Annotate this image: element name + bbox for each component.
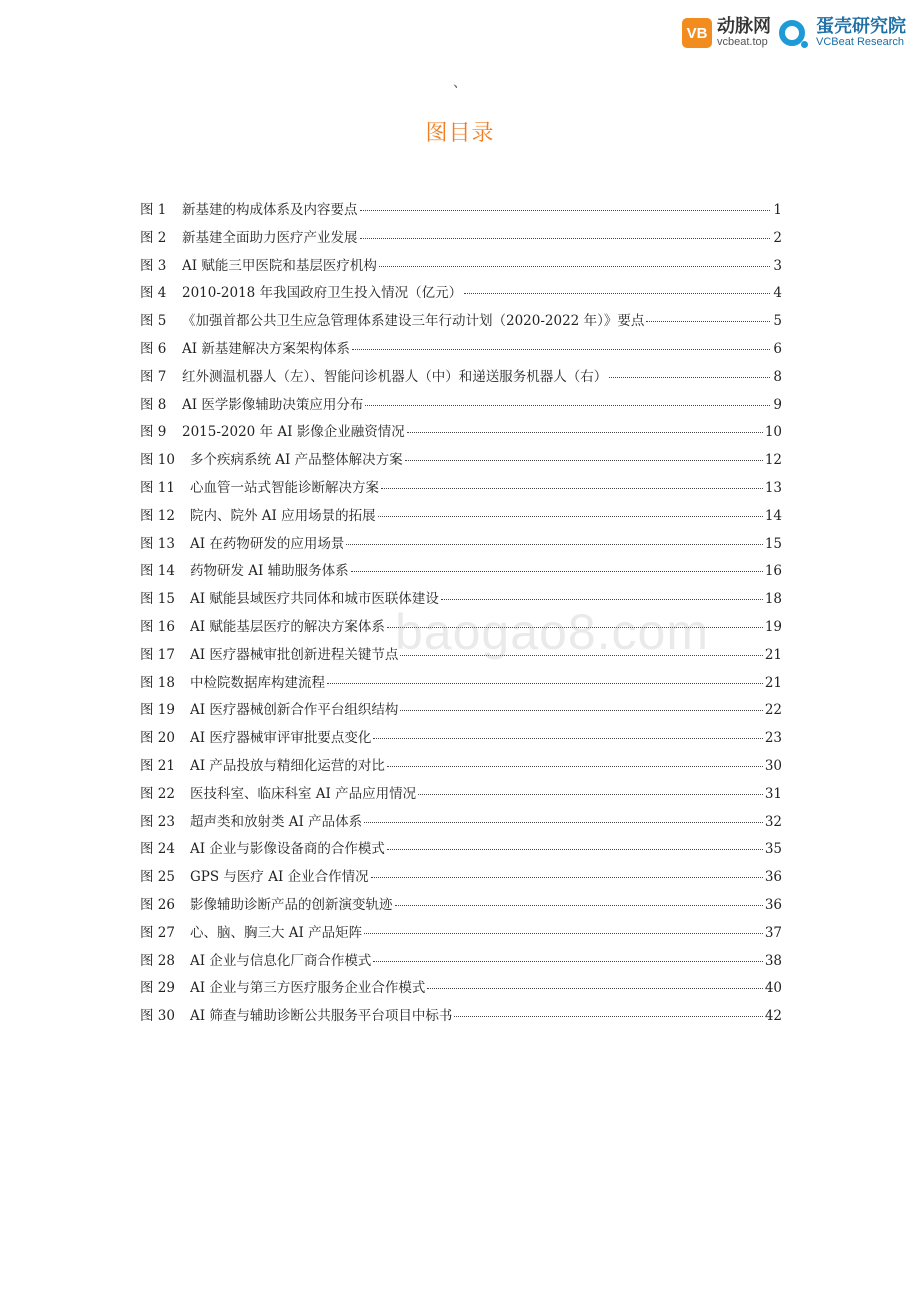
toc-dot-leader <box>387 766 763 767</box>
toc-entry-page: 4 <box>773 285 782 302</box>
toc-entry[interactable] <box>140 476 782 504</box>
vcbeat-research-logo <box>779 18 906 48</box>
vcbeat-logo-icon: VB <box>682 18 712 48</box>
toc-entry[interactable] <box>140 309 782 337</box>
toc-entry-page: 6 <box>773 340 782 357</box>
toc-entry-number: 图 21 <box>140 757 175 774</box>
toc-entry[interactable] <box>140 949 782 977</box>
toc-entry[interactable] <box>140 448 782 476</box>
toc-entry-title: AI 筛查与辅助诊断公共服务平台项目中标书 <box>190 1008 453 1025</box>
toc-dot-leader <box>346 544 762 545</box>
toc-entry-number: 图 10 <box>140 452 175 469</box>
toc-entry[interactable] <box>140 393 782 421</box>
toc-entry-number: 图 28 <box>140 952 175 969</box>
toc-entry-title: AI 赋能三甲医院和基层医疗机构 <box>182 257 377 274</box>
toc-entry[interactable] <box>140 254 782 282</box>
toc-entry[interactable] <box>140 365 782 393</box>
toc-entry-page: 16 <box>764 563 782 580</box>
table-of-figures <box>140 198 782 1032</box>
toc-dot-leader <box>464 293 770 294</box>
toc-dot-leader <box>646 321 770 322</box>
stray-mark: 、 <box>453 75 467 91</box>
toc-entry-title: 心、脑、胸三大 AI 产品矩阵 <box>190 924 363 941</box>
toc-entry-page: 30 <box>764 757 782 774</box>
toc-dot-leader <box>400 710 762 711</box>
toc-dot-leader <box>454 1016 762 1017</box>
toc-entry-page: 21 <box>764 674 782 691</box>
toc-entry-page: 42 <box>764 1008 782 1025</box>
toc-entry[interactable] <box>140 754 782 782</box>
toc-entry-title: 2010-2018 年我国政府卫生投入情况（亿元） <box>182 285 463 302</box>
header-logos <box>682 18 906 48</box>
toc-dot-leader <box>360 210 771 211</box>
toc-entry-page: 14 <box>764 507 782 524</box>
toc-entry-number: 图 23 <box>140 813 175 830</box>
toc-entry-page: 19 <box>764 618 782 635</box>
toc-entry[interactable] <box>140 698 782 726</box>
toc-entry-title: 医技科室、临床科室 AI 产品应用情况 <box>190 785 417 802</box>
toc-entry-page: 36 <box>764 896 782 913</box>
toc-dot-leader <box>381 488 763 489</box>
toc-entry[interactable] <box>140 865 782 893</box>
toc-entry-page: 21 <box>764 646 782 663</box>
toc-entry[interactable] <box>140 810 782 838</box>
toc-dot-leader <box>373 738 762 739</box>
toc-entry-page: 38 <box>764 952 782 969</box>
toc-entry-number: 图 7 <box>140 368 167 385</box>
toc-entry-page: 5 <box>773 313 782 330</box>
toc-entry-page: 3 <box>773 257 782 274</box>
toc-entry[interactable] <box>140 226 782 254</box>
toc-entry[interactable] <box>140 782 782 810</box>
vcbeat-research-name-en: VCBeat Research <box>816 35 905 48</box>
toc-entry-title: 红外测温机器人（左）、智能问诊机器人（中）和递送服务机器人（右） <box>182 368 608 385</box>
toc-entry[interactable] <box>140 615 782 643</box>
vcbeat-research-name-cn: 蛋壳研究院 <box>816 16 906 37</box>
toc-entry-number: 图 3 <box>140 257 167 274</box>
toc-entry-title: AI 医疗器械审批创新进程关键节点 <box>190 646 399 663</box>
toc-entry[interactable] <box>140 976 782 1004</box>
toc-entry-title: 新基建的构成体系及内容要点 <box>182 202 358 218</box>
toc-entry-number: 图 18 <box>140 674 175 691</box>
toc-entry-number: 图 2 <box>140 229 167 246</box>
toc-entry[interactable] <box>140 587 782 615</box>
toc-entry[interactable] <box>140 893 782 921</box>
vcbeat-logo <box>682 18 771 48</box>
toc-entry-page: 31 <box>764 785 782 802</box>
toc-entry-number: 图 11 <box>140 479 175 496</box>
toc-entry[interactable] <box>140 198 782 226</box>
toc-entry-number: 图 27 <box>140 924 175 941</box>
toc-entry[interactable] <box>140 1004 782 1032</box>
toc-entry-page: 13 <box>764 479 782 496</box>
toc-entry[interactable] <box>140 671 782 699</box>
toc-entry-title: AI 医疗器械审评审批要点变化 <box>190 730 372 747</box>
toc-entry-page: 40 <box>764 980 782 997</box>
toc-entry-number: 图 15 <box>140 591 175 608</box>
watermark: baogao8.com <box>395 604 710 660</box>
toc-entry-number: 图 29 <box>140 980 175 997</box>
toc-entry-page: 15 <box>764 535 782 552</box>
toc-entry-title: AI 赋能县域医疗共同体和城市医联体建设 <box>190 591 439 608</box>
toc-entry-page: 22 <box>764 702 782 719</box>
toc-dot-leader <box>360 238 771 239</box>
toc-entry-number: 图 14 <box>140 563 175 580</box>
toc-entry-number: 图 12 <box>140 507 175 524</box>
toc-entry-number: 图 9 <box>140 424 167 441</box>
toc-entry-title: AI 企业与信息化厂商合作模式 <box>190 952 372 969</box>
toc-dot-leader <box>351 571 763 572</box>
toc-entry-page: 1 <box>773 202 782 218</box>
toc-entry-page: 8 <box>773 368 782 385</box>
toc-entry[interactable] <box>140 420 782 448</box>
toc-entry-title: AI 在药物研发的应用场景 <box>190 535 345 552</box>
toc-entry-title: AI 企业与影像设备商的合作模式 <box>190 841 385 858</box>
toc-dot-leader <box>373 961 762 962</box>
toc-dot-leader <box>378 516 763 517</box>
toc-entry[interactable] <box>140 726 782 754</box>
toc-entry[interactable] <box>140 281 782 309</box>
toc-entry-title: GPS 与医疗 AI 企业合作情况 <box>190 869 369 886</box>
toc-entry-title: 药物研发 AI 辅助服务体系 <box>190 563 349 580</box>
toc-entry[interactable] <box>140 504 782 532</box>
toc-dot-leader <box>407 432 763 433</box>
toc-dot-leader <box>427 988 762 989</box>
toc-entry-title: AI 产品投放与精细化运营的对比 <box>190 757 385 774</box>
toc-entry[interactable] <box>140 532 782 560</box>
toc-dot-leader <box>364 822 763 823</box>
toc-entry-page: 35 <box>764 841 782 858</box>
toc-entry-page: 12 <box>764 452 782 469</box>
toc-entry-page: 23 <box>764 730 782 747</box>
toc-entry-page: 18 <box>764 591 782 608</box>
vcbeat-name-cn: 动脉网 <box>717 16 771 37</box>
toc-entry-page: 32 <box>764 813 782 830</box>
toc-entry-number: 图 25 <box>140 869 175 886</box>
toc-entry-page: 37 <box>764 924 782 941</box>
toc-entry-number: 图 22 <box>140 785 175 802</box>
toc-entry-title: 多个疾病系统 AI 产品整体解决方案 <box>190 452 403 469</box>
toc-dot-leader <box>609 377 770 378</box>
toc-dot-leader <box>327 683 763 684</box>
toc-dot-leader <box>418 794 763 795</box>
toc-dot-leader <box>395 905 763 906</box>
toc-dot-leader <box>387 849 763 850</box>
toc-entry-title: 《加强首都公共卫生应急管理体系建设三年行动计划（2020-2022 年）》要点 <box>182 313 645 330</box>
toc-entry-number: 图 17 <box>140 646 175 663</box>
toc-entry-title: AI 新基建解决方案架构体系 <box>182 340 350 357</box>
toc-entry[interactable] <box>140 559 782 587</box>
toc-entry-title: AI 赋能基层医疗的解决方案体系 <box>190 618 385 635</box>
toc-entry-number: 图 8 <box>140 396 167 413</box>
toc-dot-leader <box>352 349 770 350</box>
toc-entry-number: 图 26 <box>140 896 175 913</box>
toc-dot-leader <box>365 405 770 406</box>
page-title: 图目录 <box>425 121 495 146</box>
toc-entry-title: 2015-2020 年 AI 影像企业融资情况 <box>182 424 405 441</box>
toc-entry-page: 36 <box>764 869 782 886</box>
toc-dot-leader <box>441 599 763 600</box>
toc-entry[interactable] <box>140 837 782 865</box>
toc-entry-page: 9 <box>773 396 782 413</box>
toc-entry-title: 中检院数据库构建流程 <box>190 674 325 691</box>
toc-entry-title: 新基建全面助力医疗产业发展 <box>182 229 358 246</box>
vcbeat-research-logo-icon <box>779 20 805 46</box>
toc-entry[interactable] <box>140 643 782 671</box>
toc-entry-number: 图 5 <box>140 313 167 330</box>
toc-dot-leader <box>400 655 762 656</box>
toc-dot-leader <box>379 266 770 267</box>
vcbeat-name-en: vcbeat.top <box>717 35 768 48</box>
toc-entry-title: 影像辅助诊断产品的创新演变轨迹 <box>190 896 393 913</box>
toc-dot-leader <box>364 933 763 934</box>
toc-entry-number: 图 6 <box>140 340 167 357</box>
toc-entry-number: 图 30 <box>140 1008 175 1025</box>
toc-dot-leader <box>371 877 763 878</box>
toc-entry-number: 图 4 <box>140 285 167 302</box>
toc-entry-title: 院内、院外 AI 应用场景的拓展 <box>190 507 376 524</box>
toc-entry[interactable] <box>140 337 782 365</box>
toc-entry-page: 2 <box>773 229 782 246</box>
toc-entry-title: 超声类和放射类 AI 产品体系 <box>190 813 363 830</box>
toc-dot-leader <box>405 460 763 461</box>
toc-entry-number: 图 16 <box>140 618 175 635</box>
toc-entry-number: 图 20 <box>140 730 175 747</box>
toc-entry-title: 心血管一站式智能诊断解决方案 <box>190 479 379 496</box>
toc-entry[interactable] <box>140 921 782 949</box>
toc-entry-title: AI 医疗器械创新合作平台组织结构 <box>190 702 399 719</box>
toc-entry-number: 图 1 <box>140 202 167 218</box>
toc-entry-title: AI 医学影像辅助决策应用分布 <box>182 396 364 413</box>
toc-entry-number: 图 13 <box>140 535 175 552</box>
toc-dot-leader <box>387 627 763 628</box>
toc-entry-number: 图 24 <box>140 841 175 858</box>
toc-entry-title: AI 企业与第三方医疗服务企业合作模式 <box>190 980 426 997</box>
toc-entry-number: 图 19 <box>140 702 175 719</box>
toc-entry-page: 10 <box>764 424 782 441</box>
